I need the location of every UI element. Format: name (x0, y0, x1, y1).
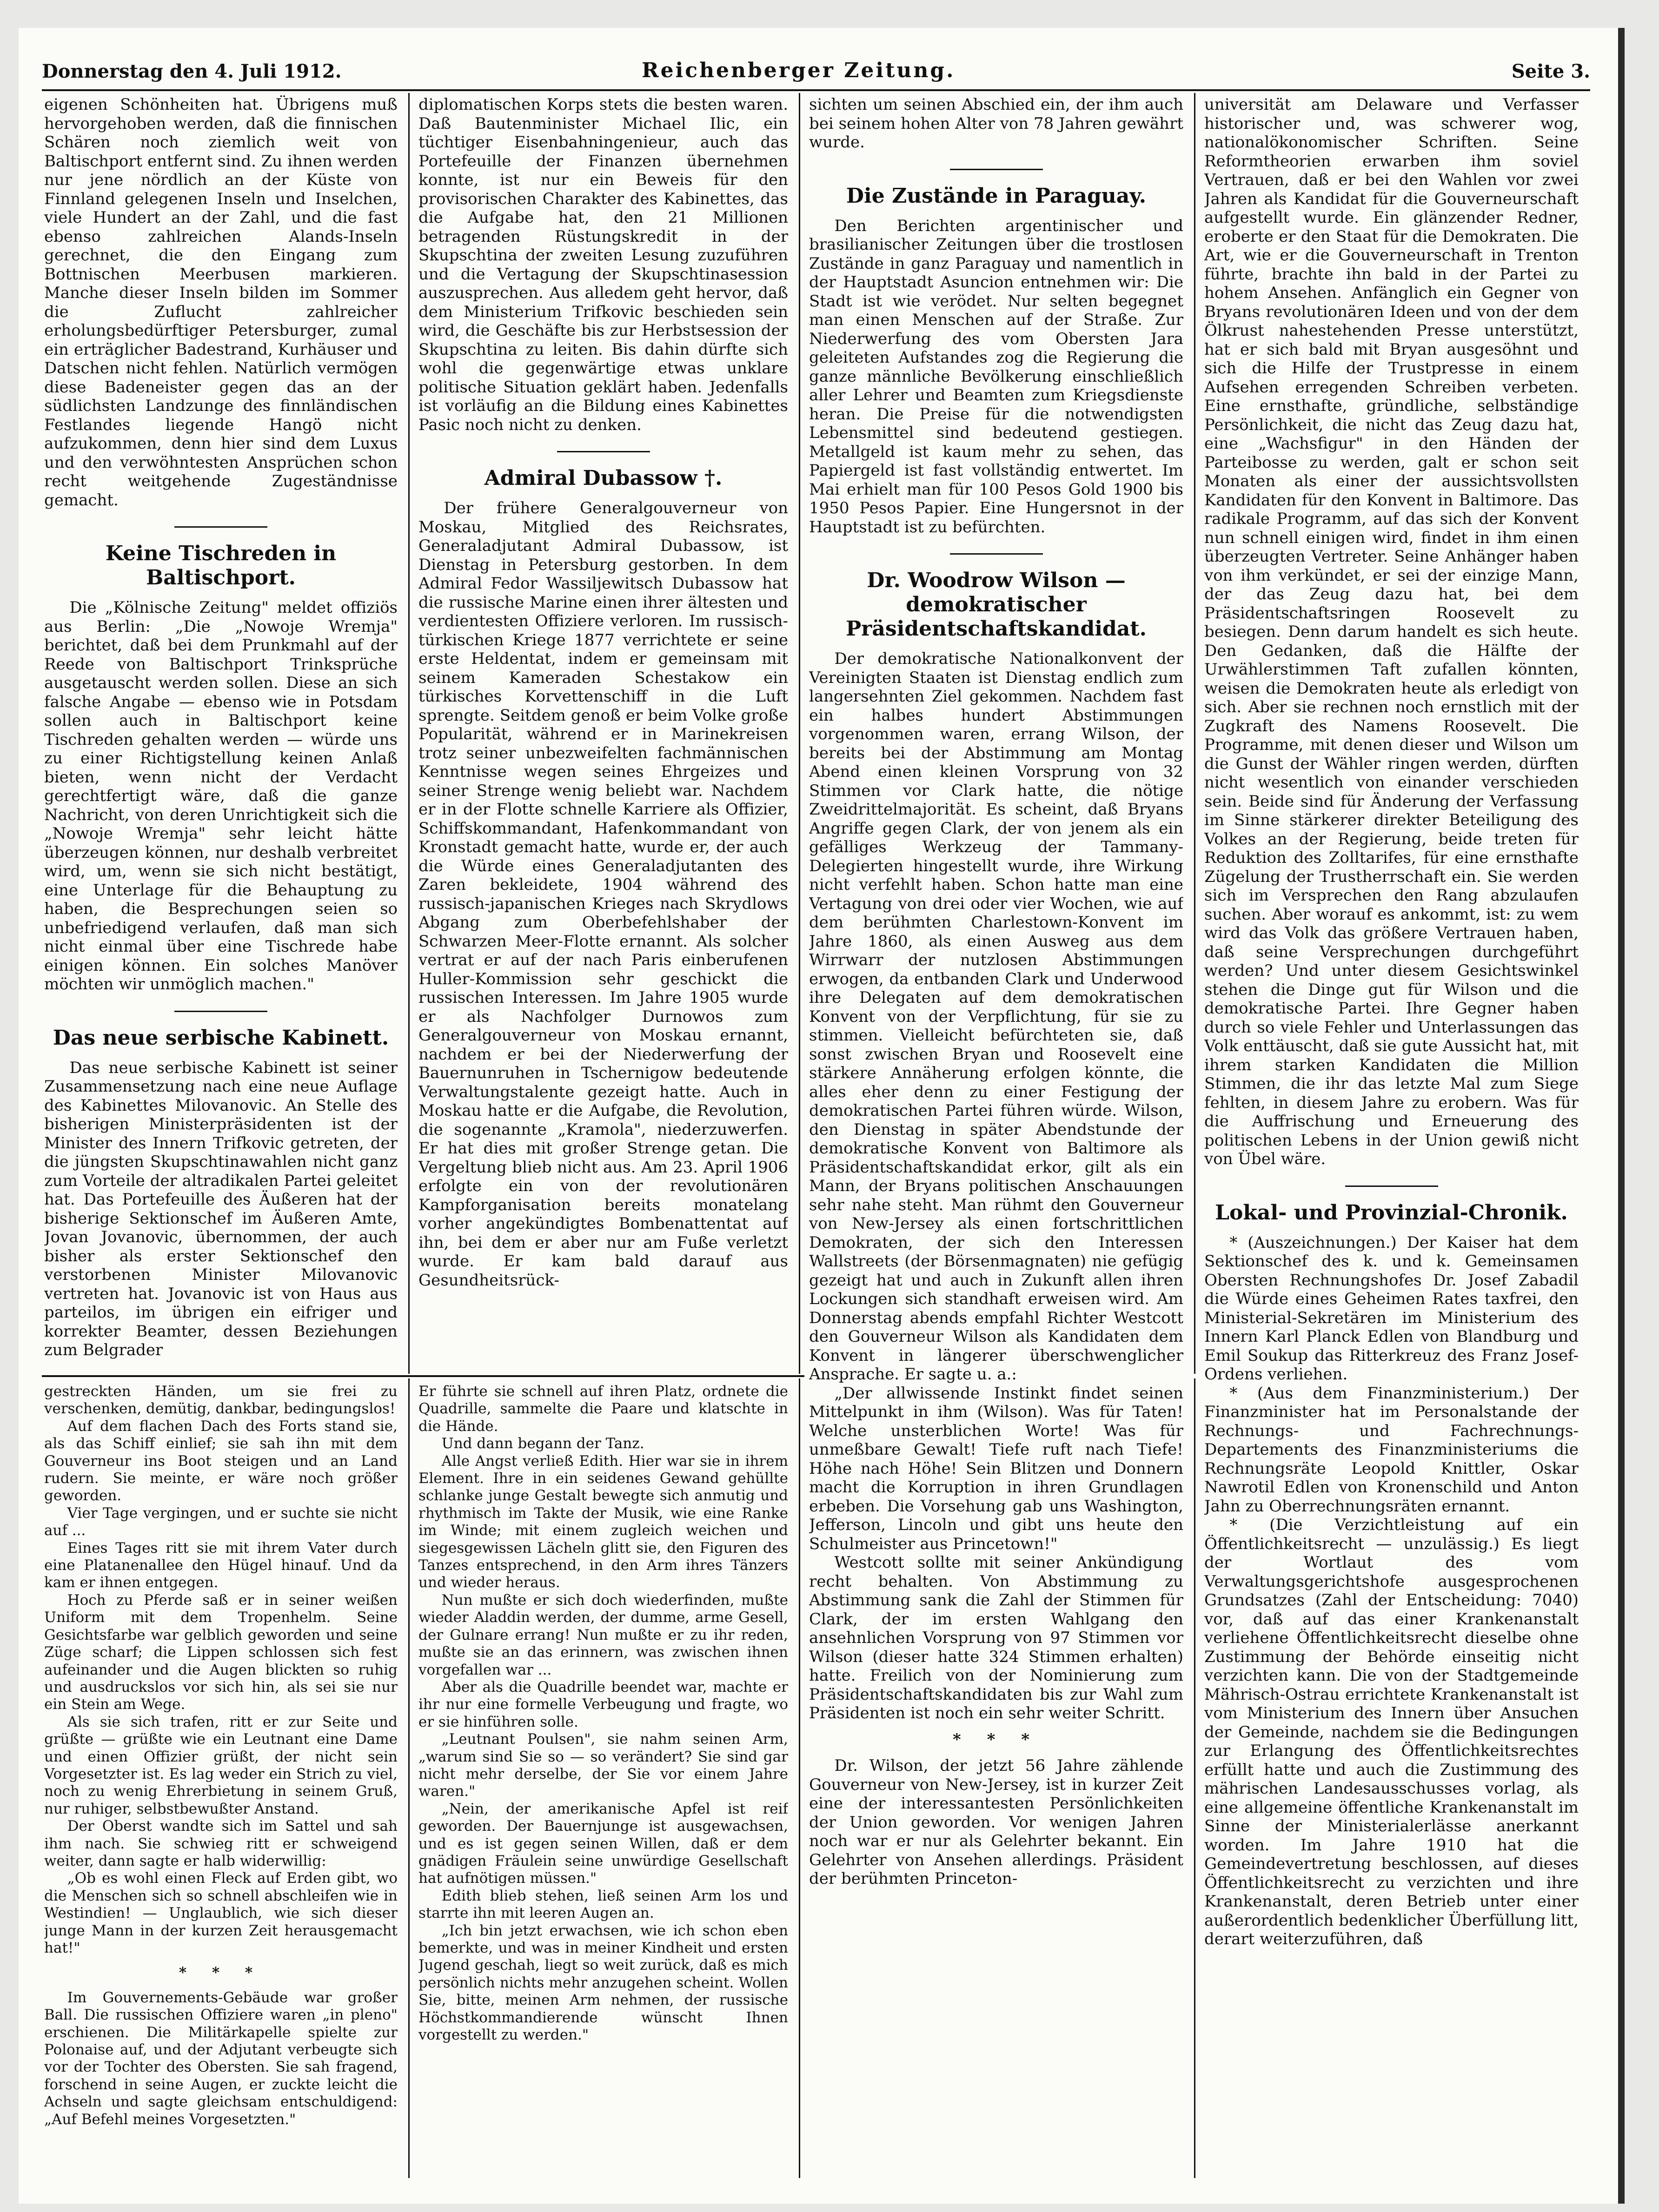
article-text: Der frühere Generalgouverneur von Moskau, Mitglied des Reichsrates, Generaladjutant Admiral Dubassow, ist Dienstag in Petersburg gestorben. In dem Admiral Fedor Wassiljewitsch Dubassow hat die russische Marine einen ihrer ältesten und verdientesten Offiziere verloren. Im russisch-türkischen Kriege 1877 verrichtete er seine erste Heldentat, indem er gemeinsam mit seinem Kameraden Schestakow ein türkisches Korvettenschiff in die Luft sprengte. Seitdem genoß er beim Volke große Popularität, während er in Marinekreisen trotz seiner unbezweifelten fachmännischen Kenntnisse wegen seines Ehrgeizes und seiner Strenge wenig beliebt war. Nachdem er in der Flotte schnelle Karriere als Offizier, Schiffskommandant, Hafenkommandant von Kronstadt gemacht hatte, wurde er, der auch die Würde eines Generaladjutanten des Zaren bekleidete, 1904 während des russisch-japanischen Krieges nach Skrydlows Abgang zum Oberbefehlshaber der Schwarzen Meer-Flotte ernannt. Als solcher vertrat er auf der nach Paris einberufenen Huller-Kommission sehr geschickt die russischen Interessen. Im Jahre 1905 wurde er als Nachfolger Durnowos zum Generalgouverneur von Moskau ernannt, nachdem er bei der Niederwerfung der Bauernunruhen in Tschernigow bedeutende Verwaltungstalente gezeigt hatte. Auch in Moskau hatte er die Aufgabe, die Revolution, die sogenannte „Kramola", niederzuwerfen. Er hat dies mit großer Strenge getan. Die Vergeltung blieb nicht aus. Am 23. April 1906 erfolgte ein von der revolutionären Kampforganisation bereits monatelang vorher angekündigtes Bombenattentat auf ihn, bei dem er aber nur am Fuße verletzt wurde. Er kam bald darauf aus Gesundheitsrück- (418, 499, 788, 1290)
article-text: * (Die Verzichtleistung auf ein Öffentlichkeitsrecht — unzulässig.) Es liegt der Wortlaut des vom Verwaltungsgerichtshofe ausgesprochenen Grundsatzes (Zahl der Entscheidung: 7040) vor, daß auf das einer Krankenanstalt verliehene Öffentlichkeitsrecht dieselbe ohne Zustimmung der Behörde einseitig nicht verzichten kann. Die von der Stadtgemeinde Mährisch-Ostrau errichtete Krankenanstalt ist vom Ministerium des Innern über Ansuchen der Gemeinde, nachdem sie die Bedingungen zur Erlangung des Öffentlichkeitsrechtes erfüllt hatte und auch die Zustimmung des mährischen Landesausschusses vorlag, als eine allgemeine öffentliche Krankenanstalt im Sinne der Ministerialerlässe anerkannt worden. Im Jahre 1910 hat die Gemeindevertretung beschlossen, auf dieses Öffentlichkeitsrecht zu verzichten und ihre Krankenanstalt, deren Betrieb unter einer außerordentlich bedenklicher Überfüllung litt, derart weiterzuführen, daß (1204, 1516, 1579, 1948)
story-text: Vier Tage vergingen, und er suchte sie nicht auf ... (44, 1504, 398, 1539)
story-text: Hoch zu Pferde saß er in seiner weißen Uniform mit dem Tropenhelm. Seine Gesichtsfarbe war gelblich geworden und seine Züge scharf; die Lippen schlossen sich fest aufeinander und die Augen blickten so ruhig und ausdruckslos vor sich hin, als sei sie nur ein Stein am Wege. (44, 1591, 398, 1713)
column-divider (408, 1378, 410, 2178)
article-text: diplomatischen Korps stets die besten waren. Daß Bautenminister Michael Ilic, ein tüchtiger Eisenbahningenieur, auch das Portefeuille der Finanzen übernehmen konnte, ist nur ein Beweis für den provisorischen Charakter des Kabinettes, das die Aufgabe hat, den 21 Millionen betragenden Rüstungskredit in der Skupschtina der zweiten Lesung zuzuführen und die Vertagung der Skupschtinasession auszusprechen. Aus alledem geht hervor, daß dem Ministerium Trifkovic beschieden sein wird, die Geschäfte bis zur Herbstsession der Skupschtina zu leiten. Bis dahin dürfte sich wohl die gegenwärtige etwas unklare politische Situation geklärt haben. Jedenfalls ist vorläufig an die Bildung eines Kabinettes Pasic noch nicht zu denken. (418, 95, 788, 434)
article-separator (1345, 1185, 1438, 1187)
column-1 (44, 95, 398, 1371)
story-text: Als sie sich trafen, ritt er zur Seite und grüßte — grüßte wie ein Leutnant eine Dame und einen Offizier grüßt, der nicht sein Vorgesetzter ist. Es lag weder ein Strich zu viel, noch zu wenig Ehrerbietung in seinem Gruß, nur ruhiger, selbstbewußter Anstand. (44, 1713, 398, 1817)
page-number: Seite 3. (1511, 60, 1590, 82)
story-text: „Ob es wohl einen Fleck auf Erden gibt, wo die Menschen sich so schnell abschleifen wie in Westindien! — Unglaublich, wie sich dieser junge Mann in der kurzen Zeit herausgemacht hat!" (44, 1870, 398, 1956)
column-divider (799, 93, 800, 1374)
headline: Die Zustände in Paraguay. (846, 184, 1147, 208)
article-text: eigenen Schönheiten hat. Übrigens muß hervorgehoben werden, daß die finnischen Schären noch ziemlich weit von Baltischport entfernt sind. Zu ihnen werden nur jene nördlich an der Küste von Finnland gelegenen Inseln und Inselchen, viele Hundert an der Zahl, und die fast ebenso zahlreichen Alands-Inseln gerechnet, die den Eingang zum Bottnischen Meerbusen markieren. Manche dieser Inseln bilden im Sommer die Zuflucht zahlreicher erholungsbedürftiger Petersburger, zumal ein erträglicher Badestrand, Kurhäuser und Datschen nicht fehlen. Natürlich vermögen diese Badeneister gegen das an der südlichsten Landzunge des finnländischen Festlandes liegende Hangö nicht aufzukommen, denn hier sind dem Luxus und den verwöhntesten Ansprüchen schon recht weitgehende Zugeständnisse gemacht. (44, 95, 398, 510)
story-text: Edith blieb stehen, ließ seinen Arm los und starrte ihn mit leeren Augen an. (418, 1887, 788, 1922)
article-text: „Der allwissende Instinkt findet seinen Mittelpunkt in ihm (Wilson). Was für Taten! Welche unsterblichen Worte! Was für unmeßbare Gewalt! Tiefe ruft nach Tiefe! Höhe nach Höhe! Sein Blitzen und Donnern macht die Korruption in ihren Grundlagen erbeben. Die Vorsehung gab uns Washington, Jefferson, Lincoln und gibt uns heute den Schulmeister aus Princetown!" (809, 1384, 1183, 1553)
newspaper-title: Reichenberger Zeitung. (642, 59, 956, 82)
story-text: Nun mußte er sich doch wiederfinden, mußte wieder Aladdin werden, der dumme, arme Gesell, der Gulnare errang! Nun mußte er zu ihr reden, mußte sie an das erinnern, was zwischen ihnen vorgefallen war ... (418, 1591, 788, 1678)
headline: Das neue serbische Kabinett. (53, 1026, 389, 1050)
article-separator (174, 1011, 267, 1012)
article-text: Die „Kölnische Zeitung" meldet offiziös aus Berlin: „Die „Nowoje Wremja" berichtet, daß bei dem Prunkmahl auf der Reede von Baltischport Trinksprüche ausgetauscht werden sollen. Diese an sich falsche Angabe — ebenso wie in Potsdam sollen auch in Baltischport keine Tischreden gehalten werden — würde uns zu einer Richtigstellung keinen Anlaß bieten, wenn nicht der Verdacht gerechtfertigt wäre, daß die ganze Nachricht, von deren Unrichtigkeit sich die „Nowoje Wremja" sehr leicht hätte überzeugen können, nur deshalb verbreitet wird, um, wenn sie sich nicht bestätigt, eine Unterlage für die Behauptung zu haben, die Besprechungen seien so unbefriedigend verlaufen, daß man sich nicht einmal über eine Tischrede habe einigen können. Ein solches Manöver möchten wir unmöglich machen." (44, 598, 398, 993)
column-divider (1194, 1378, 1195, 2178)
section-stars: * * * (952, 1730, 1040, 1749)
article-separator (557, 451, 650, 452)
column-2 (418, 95, 788, 1371)
story-text: gestreckten Händen, um sie frei zu verschenken, demütig, dankbar, bedingungslos! (44, 1383, 398, 1417)
story-text: Aber als die Quadrille beendet war, machte er ihr nur eine formelle Verbeugung und fragte, wo er sie hinführen solle. (418, 1678, 788, 1730)
article-separator (174, 526, 267, 528)
article-text: Das neue serbische Kabinett ist seiner Zusammensetzung nach eine neue Auflage des Kabinettes Milovanovic. An Stelle des bisherigen Ministerpräsidenten ist der Minister des Innern Trifkovic getreten, der die jüngsten Skupschtinawahlen nicht ganz zum Vorteile der altradikalen Partei geleitet hat. Das Portefeuille des Äußeren hat der bisherige Sektionschef im Äußeren Amte, Jovan Jovanovic, übernommen, der auch bisher als erster Sektionschef den verstorbenen Minister Milovanovic vertreten hat. Jovanovic ist von Haus aus parteilos, im übrigen ein eifriger und korrekter Beamter, dessen Beziehungen zum Belgrader (44, 1058, 398, 1359)
masthead-rule (42, 89, 1590, 91)
article-text: sichten um seinen Abschied ein, der ihm auch bei seinem hohen Alter von 78 Jahren gewährt wurde. (809, 95, 1183, 152)
feuilleton-rule (42, 1375, 804, 1377)
article-text: Der demokratische Nationalkonvent der Vereinigten Staaten ist Dienstag endlich zum langersehnten Ziel gekommen. Nachdem fast ein halbes hundert Abstimmungen vorgenommen waren, errang Wilson, der bereits bei der Abstimmung am Montag Abend einen kleinen Vorsprung von 32 Stimmen vor Clark hatte, die nötige Zweidrittelmajorität. Es scheint, daß Bryans Angriffe gegen Clark, der von jenem als ein gefälliges Werkzeug der Tammany-Delegierten hingestellt wurde, ihre Wirkung nicht verfehlt haben. Schon hatte man eine Vertagung von drei oder vier Wochen, wie auf dem berühmten Charlestown-Konvent im Jahre 1860, als einen Ausweg aus dem Wirrwarr der nutzlosen Abstimmungen erwogen, da entbanden Clark und Underwood ihre Delegaten auf dem demokratischen Konvent von der Verpflichtung, für sie zu stimmen. Vielleicht befürchteten sie, daß sonst zwischen Bryan und Roosevelt eine stärkere Annäherung erfolgen könnte, die alles eher denn zu einer Festigung der demokratischen Partei führen würde. Wilson, den Dienstag in später Abendstunde der demokratische Konvent von Baltimore als Präsidentschaftskandidat erkor, gilt als ein Mann, der Bryans politischen Anschauungen sehr nahe steht. Man rühmt den Gouverneur von New-Jersey als einen fortschrittlichen Demokraten, der sich den Interessen Wallstreets (der Börsenmagnaten) nie gefügig gezeigt hat und auch in Zukunft allen ihren Lockungen sich standhaft erweisen wird. Am Donnerstag abends empfahl Richter Westcott den Gouverneur Wilson als Kandidaten dem Konvent in längerer überschwenglicher Ansprache. Er sagte u. a.: (809, 649, 1183, 1384)
section-stars: * * * (179, 1964, 263, 1981)
feuilleton-column-2 (418, 1383, 788, 2173)
headline: Admiral Dubassow †. (484, 466, 723, 490)
column-divider (1194, 93, 1195, 1374)
story-text: „Ich bin jetzt erwachsen, wie ich schon eben bemerkte, und was in meiner Kindheit und ersten Jugend geschah, liegt so weit zurück, daß es mich persönlich nichts mehr anzugehen scheint. Wollen Sie, bitte, meinen Arm nehmen, der russische Höchstkommandierende wünscht Ihnen vorgestellt zu werden." (418, 1922, 788, 2044)
story-text: „Nein, der amerikanische Apfel ist reif geworden. Der Bauernjunge ist ausgewachsen, und es ist gegen seinen Willen, daß er dem gnädigen Fräulein seine unwürdige Gesellschaft hat aufnötigen müssen." (418, 1800, 788, 1887)
article-text: universität am Delaware und Verfasser historischer und, was schwerer wog, nationalökonomischer Schriften. Seine Reformtheorien erwarben ihm soviel Vertrauen, daß er bei den Wahlen vor zwei Jahren als Kandidat für die Gouverneurschaft aufgestellt wurde. Ein glänzender Redner, eroberte er den Staat für die Demokraten. Die Art, wie er die Gouverneurschaft in Trenton führte, brachte ihn bald in der Partei zu hohem Ansehen. Anfänglich ein Gegner von Bryans revolutionären Ideen und von der dem Ölkrust nahestehenden Presse unterstützt, hat er sich bald mit Bryan ausgesöhnt und sich die Hilfe der Trustpresse in einem Aufsehen erregenden Schreiben verbeten. Eine ernsthafte, gründliche, selbständige Persönlichkeit, die nicht das Zeug dazu hat, eine „Wachsfigur" in den Händen der Parteibosse zu werden, galt er schon seit Monaten als einer der aussichtsvollsten Kandidaten für den Konvent in Baltimore. Das radikale Programm, auf das sich der Konvent nun schnell einigen wird, findet in ihm einen überzeugten Vertreter. Seine Anhänger haben von ihm verkündet, er sei der einzige Mann, der das Zeug dazu hat, bei dem Präsidentschaftsringen Roosevelt zu besiegen. Denn darum handelt es sich heute. Den Gedanken, daß die Hälfte der Urwählerstimmen Taft zufallen könnten, weisen die Demokraten heute als erledigt von sich. Aber sie rechnen noch ernstlich mit der Zugkraft des Namens Roosevelt. Die Programme, mit denen dieser und Wilson um die Gunst der Wähler ringen werden, dürften nicht wesentlich von einander verschieden sein. Beide sind für Änderung der Verfassung im Sinne stärkerer direkter Beteiligung des Volkes an der Regierung, beide treten für Reduktion des Zolltarifes, für eine ernsthafte Zügelung der Trustherrschaft ein. Sie werden sich im Versprechen den Rang abzulaufen suchen. Aber worauf es ankommt, ist: zu wem wird das Volk das größere Vertrauen haben, daß seine Versprechungen durchgeführt werden? Und unter diesem Gesichtswinkel stehen die Dinge gut für Wilson und die demokratische Partei. Ihre Gegner haben durch so viele Fehler und Unterlassungen das Volk enttäuscht, daß sie gute Aussicht hat, mit ihrem starken Kandidaten die Million Stimmen, die ihr das letzte Mal zum Siege fehlten, in diesem Jahre zu erobern. Was für die Auffrischung und Erneuerung des politischen Lebens in der Union gewiß nicht von Übel wäre. (1204, 95, 1579, 1168)
column-divider (408, 93, 410, 1374)
story-text: Eines Tages ritt sie mit ihrem Vater durch eine Platanenallee den Hügel hinauf. Und da kam er ihnen entgegen. (44, 1539, 398, 1591)
article-text: Den Berichten argentinischer und brasilianischer Zeitungen über die trostlosen Zustände in ganz Paraguay und namentlich in der Hauptstadt Asuncion entnehmen wir: Die Stadt ist wie verödet. Nur selten begegnet man einen Menschen auf der Straße. Zur Niederwerfung des vom Obersten Jara geleiteten Aufstandes zog die Regierung die ganze männliche Bevölkerung einschließlich aller Lehrer und Beamten zum Kriegsdienste heran. Die Preise für die notwendigsten Lebensmittel sind bedeutend gestiegen. Metallgeld ist kaum mehr zu sehen, das Papiergeld ist fast vollständig entwertet. Im Mai erhielt man für 100 Pesos Gold 1900 bis 1950 Pesos Papier. Eine Hungersnot in der Hauptstadt ist zu befürchten. (809, 216, 1183, 536)
story-text: Alle Angst verließ Edith. Hier war sie in ihrem Element. Ihre in ein seidenes Gewand gehüllte schlanke junge Gestalt bewegte sich anmutig und rhythmisch im Takte der Musik, wie eine Ranke im Winde; mit einem zugleich weichen und siegesgewissen Lächeln glitt sie, den Figuren des Tanzes entsprechend, in den Arm ihres Tänzers und wieder heraus. (418, 1452, 788, 1591)
story-text: Im Gouvernements-Gebäude war großer Ball. Die russischen Offiziere waren „in pleno" erschienen. Die Militärkapelle spielte zur Polonaise auf, und der Adjutant verbeugte sich vor der Tochter des Obersten. Sie sah fragend, forschend in seine Augen, er zuckte leicht die Achseln und sagte gleichsam entschuldigend: „Auf Befehl meines Vorgesetzten." (44, 1989, 398, 2128)
article-text: Westcott sollte mit seiner Ankündigung recht behalten. Von Abstimmung zu Abstimmung sank die Zahl der Stimmen für Clark, der im ersten Wahlgang den ansehnlichen Vorsprung von 97 Stimmen vor Wilson (dieser hatte 324 Stimmen erhalten) hatte. Freilich von der Nominierung zum Präsidentschaftskandidaten bis zur Wahl zum Präsidenten ist noch ein sehr weiter Schritt. (809, 1553, 1183, 1722)
story-text: „Leutnant Poulsen", sie nahm seinen Arm, „warum sind Sie so — so verändert? Sie sind gar nicht mehr derselbe, der Sie vor einem Jahre waren." (418, 1731, 788, 1800)
story-text: Und dann begann der Tanz. (441, 1435, 644, 1452)
column-3 (809, 95, 1183, 2173)
article-separator (950, 553, 1043, 555)
masthead (42, 56, 1590, 88)
article-text: * (Auszeichnungen.) Der Kaiser hat dem Sektionschef des k. und k. Gemeinsamen Obersten Rechnungshofes Dr. Josef Zabadil die Würde eines Geheimen Rates taxfrei, den Ministerial-Sekretären im Ministerium des Innern Karl Planck Edlen von Blandburg und Emil Soukup das Ritterkreuz des Franz Josef-Ordens verliehen. (1204, 1233, 1579, 1384)
article-text: Dr. Wilson, der jetzt 56 Jahre zählende Gouverneur von New-Jersey, ist in kurzer Zeit eine der interessantesten Persönlichkeiten der Union geworden. Vor wenigen Jahren noch war er nur als Gelehrter bekannt. Ein Gelehrter von Ansehen allerdings. Präsident der berühmten Princeton- (809, 1756, 1183, 1888)
issue-date: Donnerstag den 4. Juli 1912. (42, 60, 342, 82)
article-separator (950, 169, 1043, 170)
story-text: Auf dem flachen Dach des Forts stand sie, als das Schiff einlief; sie sah ihn mit dem Gouverneur ins Boot steigen und an Land rudern. Sie meinte, er wäre noch größer geworden. (44, 1417, 398, 1504)
column-4 (1204, 95, 1579, 2173)
story-text: Der Oberst wandte sich im Sattel und sah ihm nach. Sie schwieg ritt er schweigend weiter, dann sagte er halb widerwillig: (44, 1818, 398, 1869)
article-text: * (Aus dem Finanzministerium.) Der Finanzminister hat im Personalstande der Rechnungs- und Fachrechnungs-Departements des Finanzministeriums die Rechnungsräte Leopold Knittler, Oskar Nawrotil Edlen von Kronenschild und Anton Jahn zu Oberrechnungsräten ernannt. (1204, 1384, 1579, 1516)
column-divider (799, 1378, 800, 2178)
headline: Lokal- und Provinzial-Chronik. (1215, 1200, 1568, 1225)
headline: Keine Tischreden in Baltischport. (105, 542, 337, 589)
feuilleton-column-1 (44, 1383, 398, 2173)
story-text: Er führte sie schnell auf ihren Platz, ordnete die Quadrille, sammelte die Paare und klatschte in die Hände. (418, 1383, 788, 1435)
headline: Dr. Woodrow Wilson — demokratischer Präsidentschaftskandidat. (846, 569, 1147, 641)
